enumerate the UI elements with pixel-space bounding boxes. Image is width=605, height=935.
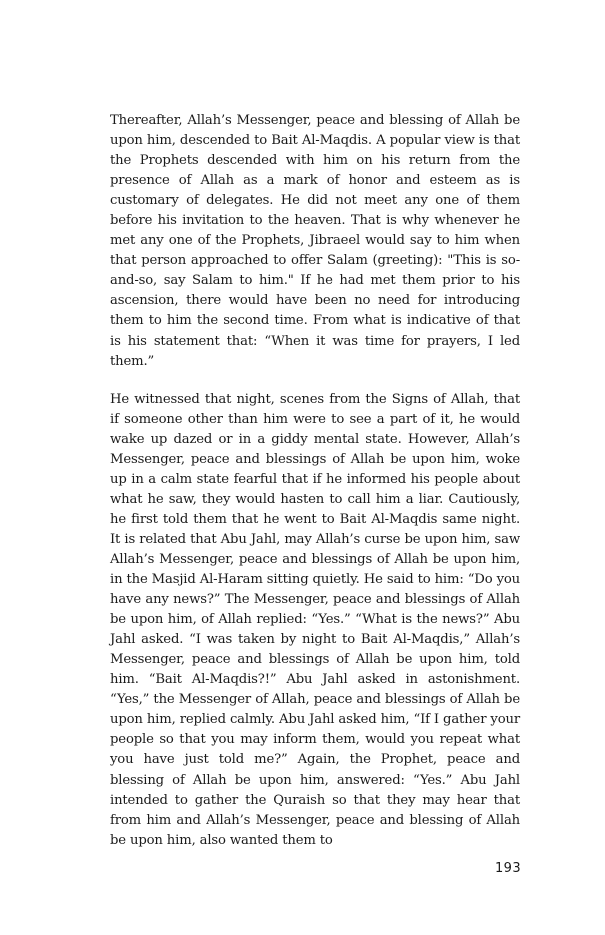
paragraph-1: Thereafter, Allah’s Messenger, peace and blessing of Allah be upon him, descended to Bait Al-Maqdis. A popular view is that the Prophets descended with him on his return from the presence of Allah as a mark of honor and esteem as is customary of delegates. He did not meet any one of them before his invitation to the heaven. That is why whenever he met any one of the Prophets, Jibraeel would say to him when that person approached to offer Salam (greeting): "This is so-and-so, say Salam to him." If he had met them prior to his ascension, there would have been no need for introducing them to him the second time. From what is indicative of that is his statement that: “When it was time for prayers, I led them.”	[110, 113, 520, 369]
paragraph-2: He witnessed that night, scenes from the Signs of Allah, that if someone other than him were to see a part of it, he would wake up dazed or in a giddy mental state. However, Allah’s Messenger, peace and blessings of Allah be upon him, woke up in a calm state fearful that if he informed his people about what he saw, they would hasten to call him a liar. Cautiously, he first told them that he went to Bait Al-Maqdis same night. It is related that Abu Jahl, may Allah’s curse be upon him, saw Allah’s Messenger, peace and blessings of Allah be upon him, in the Masjid Al-Haram sitting quietly. He said to him: “Do you have any news?” The Messenger, peace and blessings of Allah be upon him, of Allah replied: “Yes.” “What is the news?” Abu Jahl asked. “I was taken by night to Bait Al-Maqdis,” Allah’s Messenger, peace and blessings of Allah be upon him, told him. “Bait Al-Maqdis?!” Abu Jahl asked in astonishment. “Yes,” the Messenger of Allah, peace and blessings of Allah be upon him, replied calmly. Abu Jahl asked him, “If I gather your people so that you may inform them, would you repeat what you have just told me?” Again, the Prophet, peace and blessing of Allah be upon him, answered: “Yes.” Abu Jahl intended to gather the Quraish so that they may hear that from him and Allah’s Messenger, peace and blessing of Allah be upon him, also wanted them to	[110, 391, 520, 848]
body-text	[110, 111, 520, 851]
page-number: 193	[494, 861, 521, 876]
